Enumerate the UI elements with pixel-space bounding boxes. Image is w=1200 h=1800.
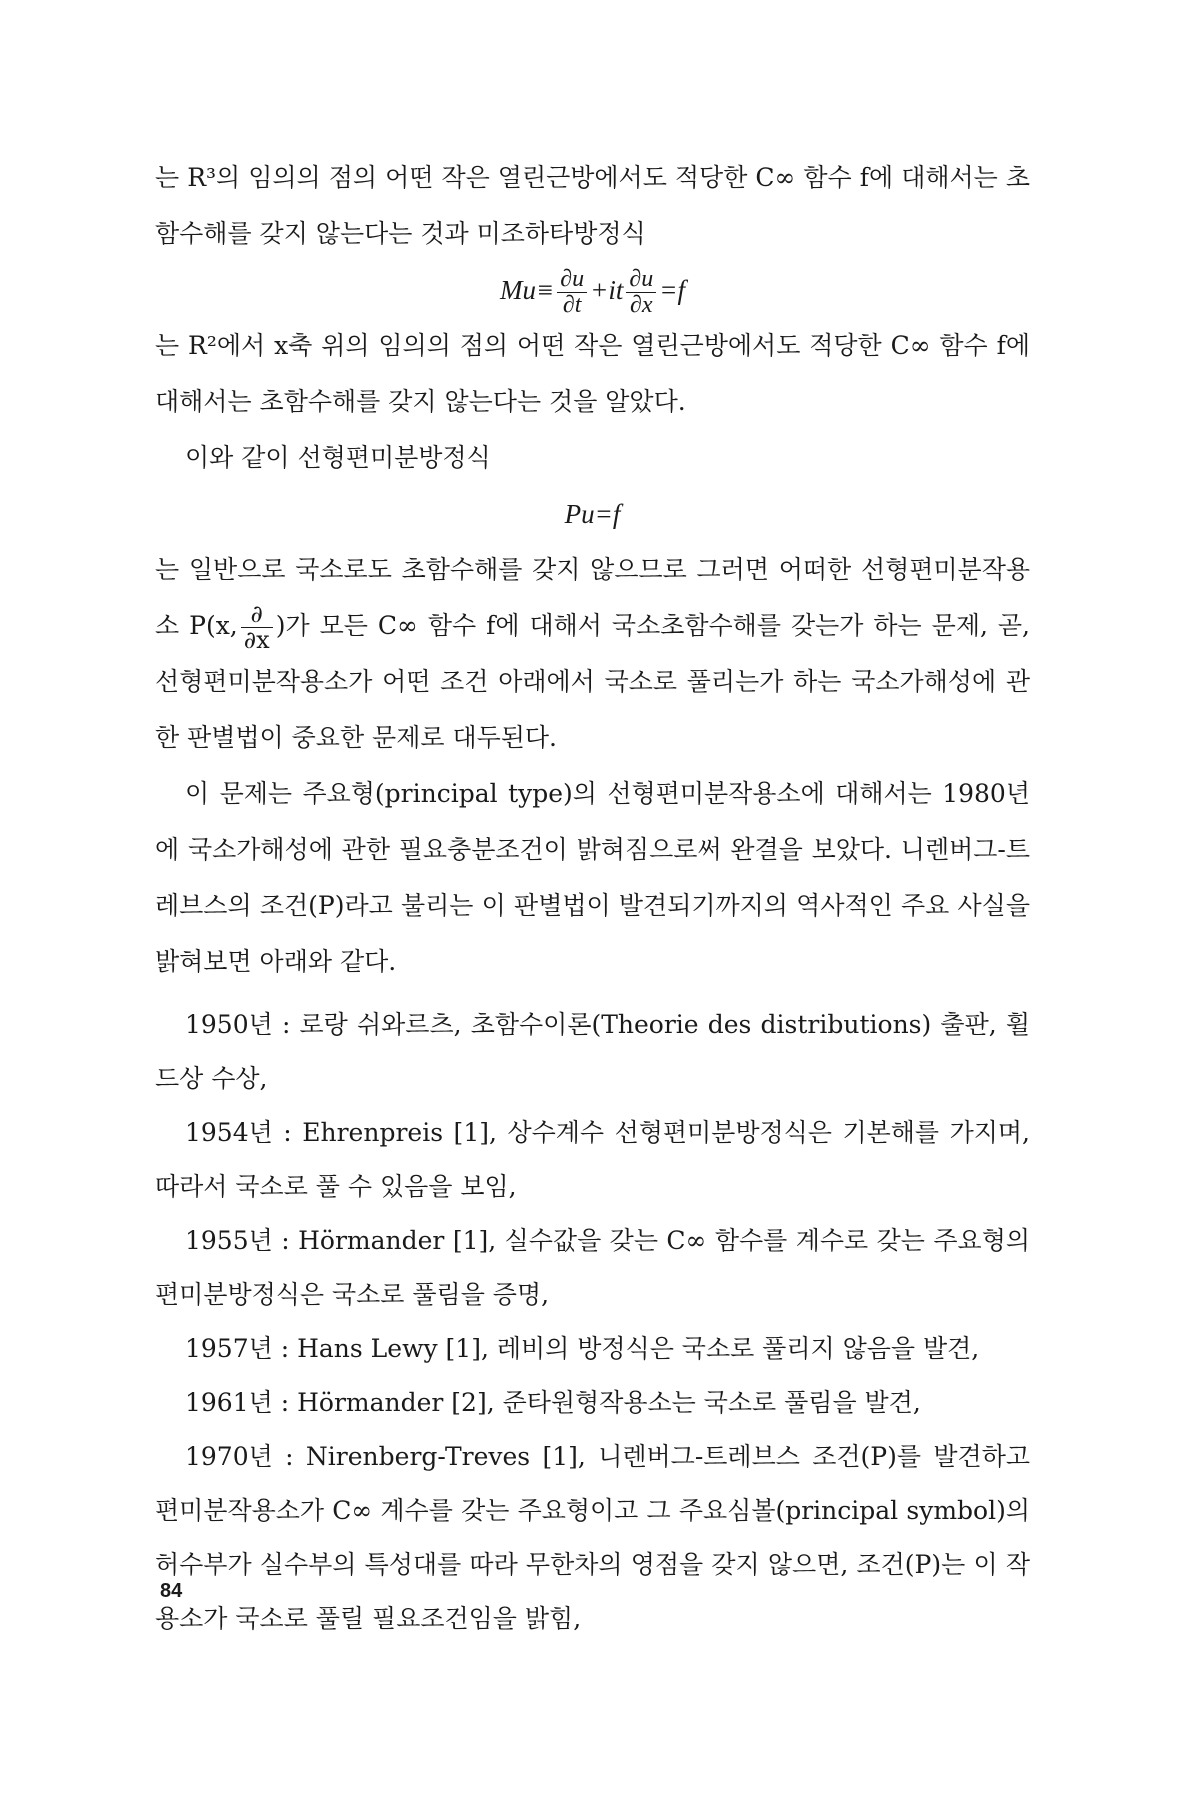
fraction-du-dt <box>557 267 587 318</box>
chronology-item: 1961년 : Hörmander [2], 준타원형작용소는 국소로 풀림을 발견, <box>185 1388 921 1418</box>
paragraph-3: 이와 같이 선형편미분방정식 <box>185 443 491 473</box>
fraction-numerator: ∂u <box>626 267 656 293</box>
formula-mizohata <box>155 262 1030 318</box>
formula-lhs: Mu≡ <box>500 275 555 305</box>
chronology-list <box>155 998 1030 1646</box>
paragraph-4-end: )가 모든 C∞ 함수 f에 대해서 국소초함수해를 갖는가 하는 문제, 곧, 선형편미분작용소가 어떤 조건 아래에서 국소로 풀리는가 하는 국소가해성에 관한 판별법이 중요한 문제로 대두된다. <box>155 611 1030 753</box>
fraction-partial-x <box>241 602 273 653</box>
formula-rhs: =f <box>659 275 685 305</box>
chronology-item: 1954년 : Ehrenpreis [1], 상수계수 선형편미분방정식은 기본해를 가지며, 따라서 국소로 풀 수 있음을 보임, <box>155 1118 1030 1202</box>
paragraph-4-start: 는 일반으로 국소로도 초함수해를 갖지 않으므로 그러면 어떠한 선형편미분작용소 P(x, <box>155 555 1030 641</box>
fraction-denominator: ∂x <box>630 292 653 319</box>
page-number: 84 <box>160 1580 183 1602</box>
paragraph-4 <box>155 542 1030 766</box>
body-text <box>155 150 1030 1646</box>
chronology-item: 1970년 : Nirenberg-Treves [1], 니렌버그-트레브스 조건(P)를 발견하고 편미분작용소가 C∞ 계수를 갖는 주요형이고 그 주요심볼(principal symbol)의 허수부가 실수부의 특성대를 따라 무한차의 영점을 갖지 않으면, 조건(P)는 이 작용소가 국소로 풀릴 필요조건임을 밝힘, <box>155 1442 1030 1634</box>
fraction-numerator: ∂u <box>557 267 587 293</box>
paragraph-2: 는 R²에서 x축 위의 임의의 점의 어떤 작은 열린근방에서도 적당한 C∞ 함수 f에 대해서는 초함수해를 갖지 않는다는 것을 알았다. <box>155 331 1030 417</box>
chronology-item: 1955년 : Hörmander [1], 실수값을 갖는 C∞ 함수를 계수로 갖는 주요형의 편미분방정식은 국소로 풀림을 증명, <box>155 1226 1030 1310</box>
fraction-denominator: ∂x <box>243 626 270 655</box>
paragraph-5: 이 문제는 주요형(principal type)의 선형편미분작용소에 대해서는 1980년에 국소가해성에 관한 필요충분조건이 밝혀짐으로써 완결을 보았다. 니렌버그-트레브스의 조건(P)라고 불리는 이 판별법이 발견되기까지의 역사적인 주요 사실을 밝혀보면 아래와 같다. <box>155 779 1030 977</box>
fraction-denominator: ∂t <box>562 292 582 319</box>
chronology-item: 1950년 : 로랑 쉬와르츠, 초함수이론(Theorie des distributions) 출판, 휠드상 수상, <box>155 1010 1030 1094</box>
fraction-du-dx <box>626 267 656 318</box>
paragraph-1: 는 R³의 임의의 점의 어떤 작은 열린근방에서도 적당한 C∞ 함수 f에 대해서는 초함수해를 갖지 않는다는 것과 미조하타방정식 <box>155 163 1030 248</box>
formula-middle: +it <box>590 275 624 305</box>
chronology-item: 1957년 : Hans Lewy [1], 레비의 방정식은 국소로 풀리지 않음을 발견, <box>185 1334 980 1364</box>
fraction-numerator: ∂ <box>241 602 273 628</box>
formula-pu-f: Pu=f <box>564 499 621 530</box>
